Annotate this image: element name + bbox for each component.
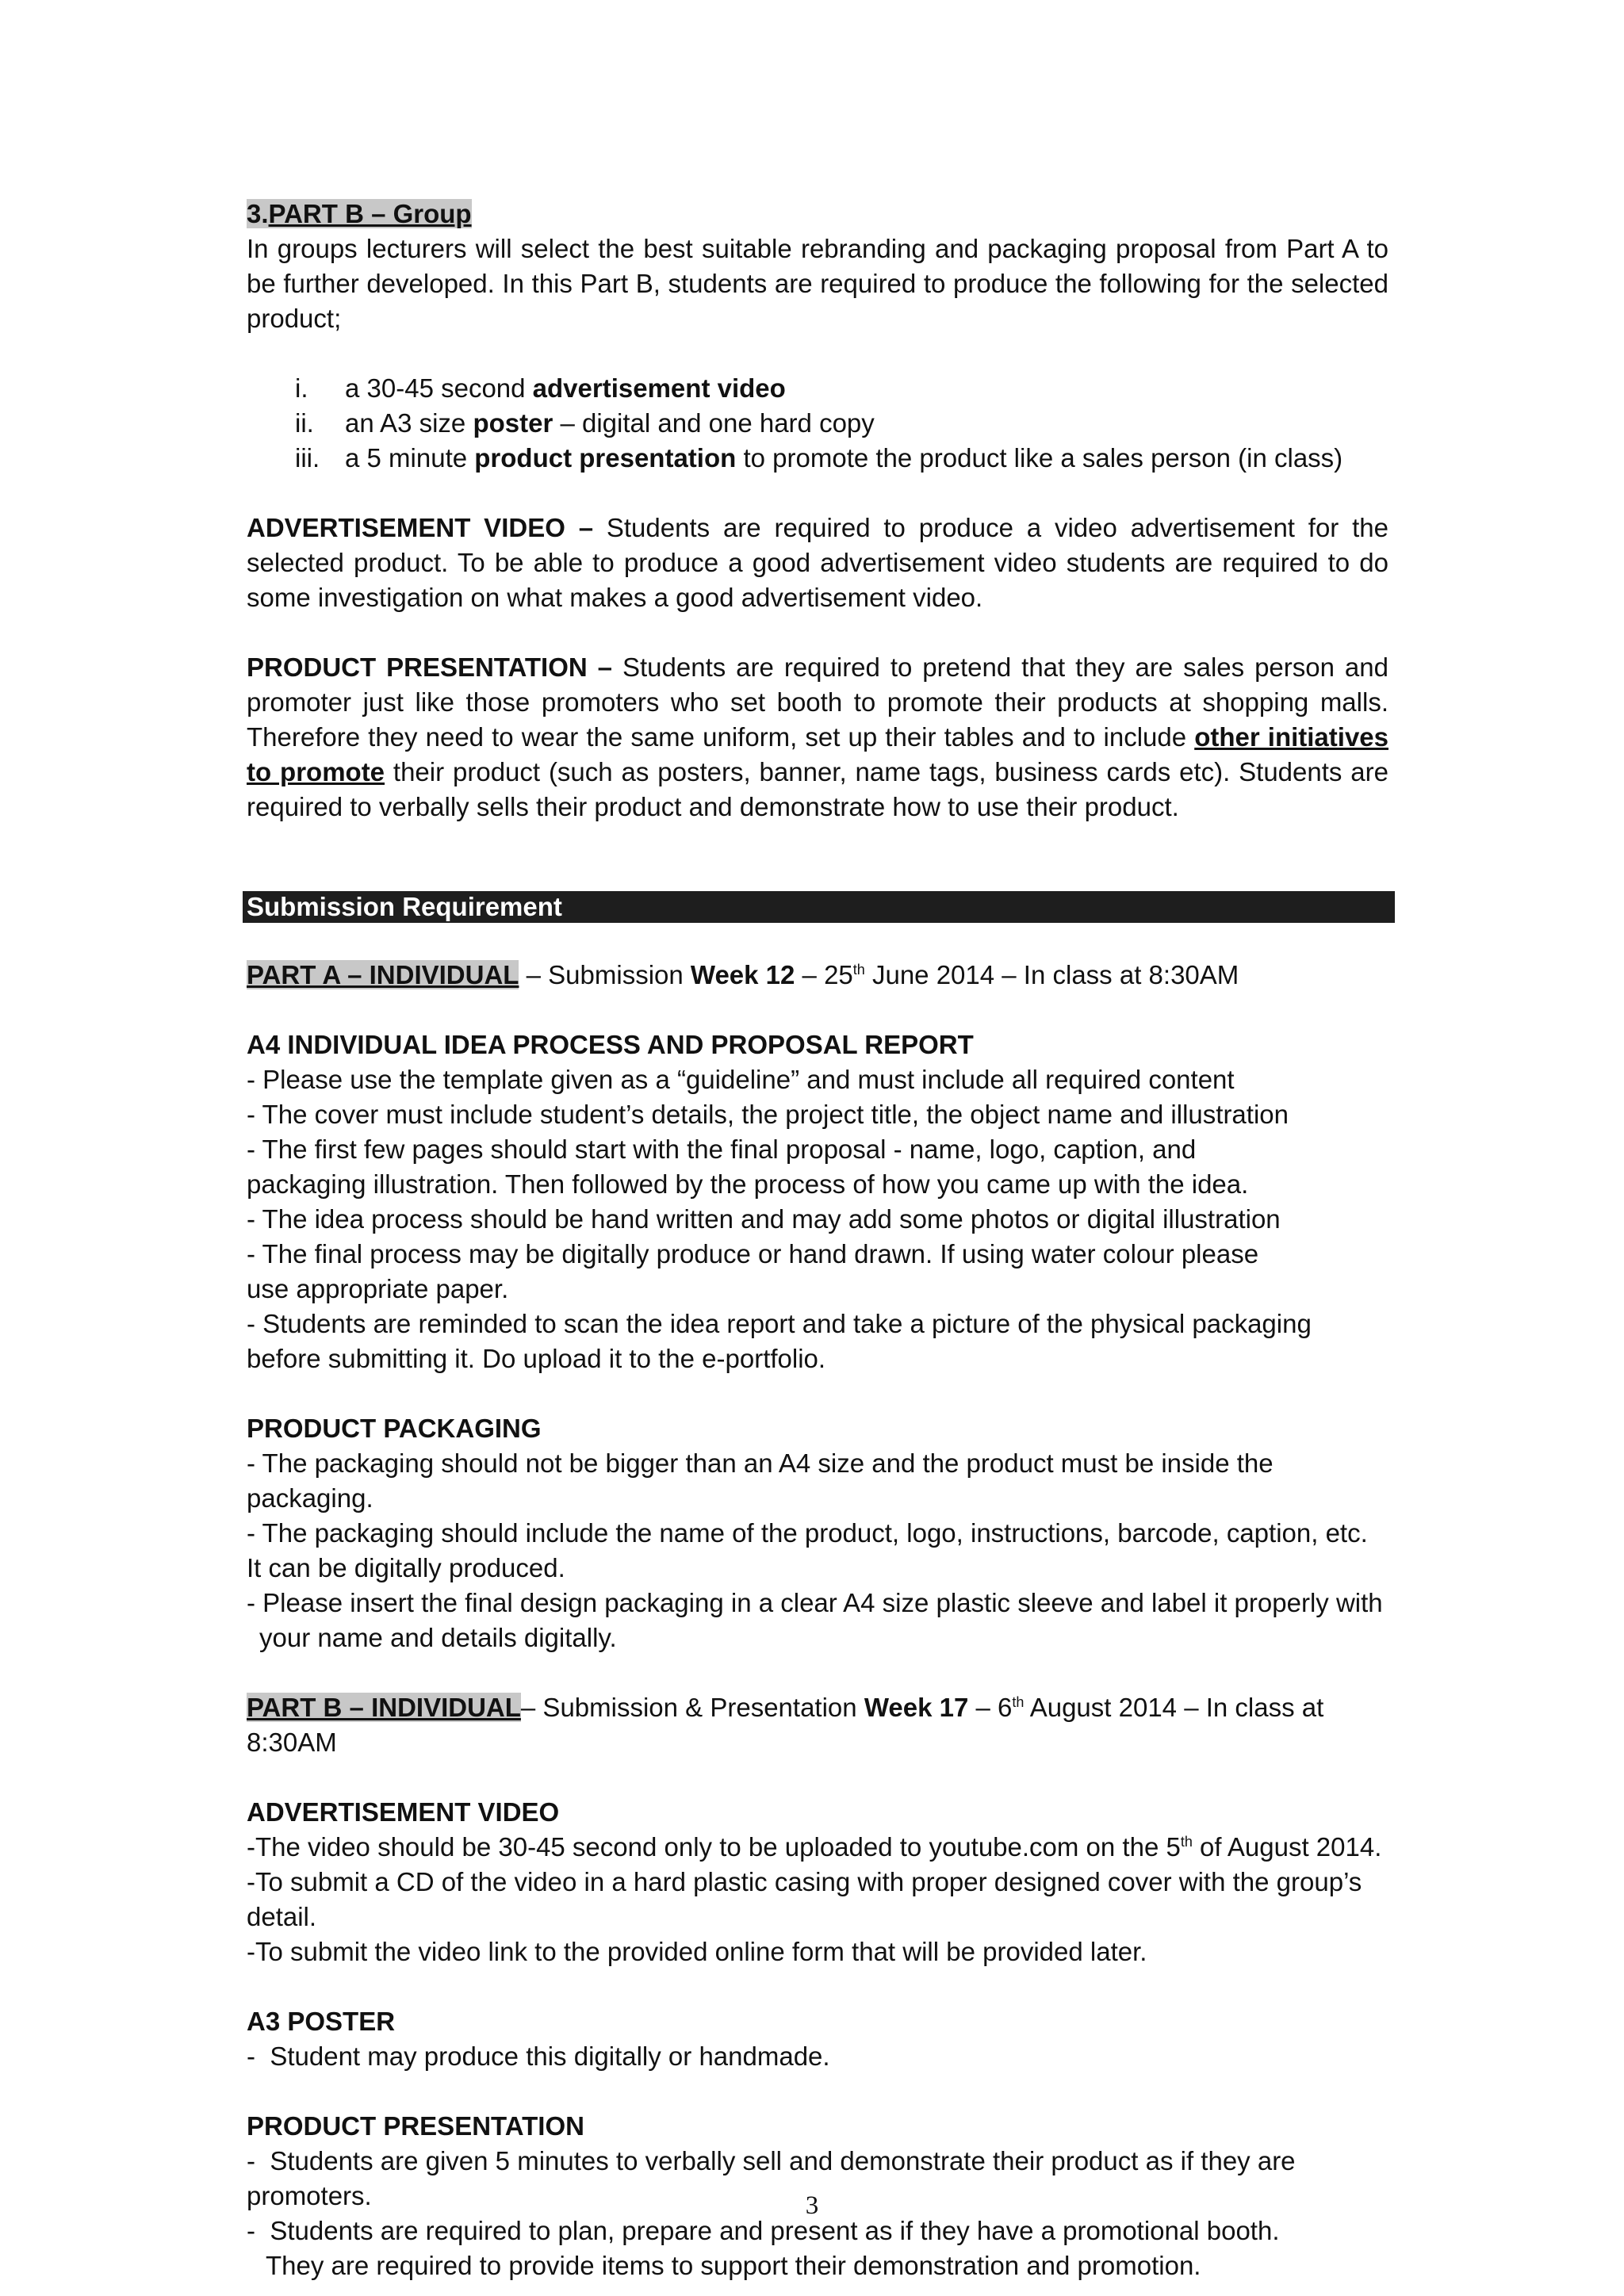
a4-line: - The cover must include student’s details, the project title, the object name and illustration: [247, 1100, 1289, 1129]
presentation-line: - Students are given 5 minutes to verbally sell and demonstrate their product as if they are promoters.: [247, 2146, 1303, 2210]
deliverables-list: [247, 371, 1388, 476]
a4-line: - The first few pages should start with the final proposal - name, logo, caption, and packaging illustration. Then followed by the process of how you came up with the idea.: [247, 1135, 1249, 1199]
submission-requirement-bar: Submission Requirement: [243, 891, 1395, 923]
a4-line: - Students are reminded to scan the idea report and take a picture of the physical packaging before submitting it. Do upload it to the e-portfolio.: [247, 1309, 1312, 1373]
part-b-label: PART B – INDIVIDUAL: [247, 1693, 521, 1722]
section-number: 3.: [247, 199, 269, 228]
advertisement-video-label: ADVERTISEMENT VIDEO –: [247, 513, 594, 542]
video-line: -To submit a CD of the video in a hard plastic casing with proper designed cover with the group’s detail.: [247, 1867, 1362, 1931]
section-heading-part-b-group: [247, 197, 1388, 232]
a4-line: - The idea process should be hand written and may add some photos or digital illustration: [247, 1204, 1281, 1234]
section-title: PART B – Group: [268, 199, 472, 228]
product-presentation-heading: PRODUCT PRESENTATION: [247, 2111, 584, 2141]
video-line: -The video should be 30-45 second only to be uploaded to youtube.com on the 5th of August 2014.: [247, 1832, 1382, 1862]
page-number: 3: [805, 2191, 819, 2220]
product-packaging-heading: PRODUCT PACKAGING: [247, 1414, 542, 1443]
part-a-submission-line: PART A – INDIVIDUAL – Submission Week 12 – 25th June 2014 – In class at 8:30AM: [247, 960, 1239, 989]
a3-poster-heading: A3 POSTER: [247, 2007, 396, 2036]
section-heading-highlight: [247, 199, 472, 228]
a4-report-heading: A4 INDIVIDUAL IDEA PROCESS AND PROPOSAL REPORT: [247, 1030, 974, 1059]
emphasis-text: other initiatives to promote: [247, 722, 1388, 786]
packaging-line: - The packaging should not be bigger than an A4 size and the product must be inside the packaging.: [247, 1448, 1274, 1513]
product-presentation-label: PRODUCT PRESENTATION –: [247, 652, 613, 682]
advertisement-video-heading: ADVERTISEMENT VIDEO: [247, 1797, 560, 1827]
presentation-line: - Students are required to plan, prepare and present as if they have a promotional booth. They are required to provide items to support their demonstration and promotion.: [247, 2216, 1287, 2280]
part-b-submission-line: PART B – INDIVIDUAL– Submission & Presentation Week 17 – 6th August 2014 – In class at 8:30AM: [247, 1693, 1324, 1757]
list-item: iii. a 5 minute product presentation to promote the product like a sales person (in class): [295, 443, 1343, 473]
a4-line: - The final process may be digitally produce or hand drawn. If using water colour please use appropriate paper.: [247, 1239, 1259, 1303]
advertisement-video-paragraph: ADVERTISEMENT VIDEO – Students are required to produce a video advertisement for the selected product. To be able to produce a good advertisement video students are required to do some investigation on what makes a good advertisement video.: [247, 513, 1388, 612]
list-item: i. a 30-45 second advertisement video: [295, 373, 786, 403]
part-b-intro: In groups lecturers will select the best suitable rebranding and packaging proposal from Part A to be further developed. In this Part B, students are required to produce the following for the selected product;: [247, 234, 1388, 333]
part-a-label: PART A – INDIVIDUAL: [247, 960, 519, 989]
product-presentation-paragraph: PRODUCT PRESENTATION – Students are required to pretend that they are sales person and promoter just like those promoters who set booth to promote their products at shopping malls. Therefore they need to wear the same uniform, set up their tables and to include other initiatives to promote their product (such as posters, banner, name tags, business cards etc). Students are required to verbally sells their product and demonstrate how to use their product.: [247, 652, 1388, 821]
list-item: ii. an A3 size poster – digital and one hard copy: [295, 408, 875, 438]
page-content: [247, 197, 1388, 2283]
packaging-line: - The packaging should include the name of the product, logo, instructions, barcode, caption, etc. It can be digitally produced.: [247, 1518, 1368, 1582]
video-line: -To submit the video link to the provided online form that will be provided later.: [247, 1937, 1147, 1966]
a4-line: - Please use the template given as a “guideline” and must include all required content: [247, 1065, 1235, 1094]
poster-line: - Student may produce this digitally or handmade.: [247, 2042, 830, 2071]
packaging-line: - Please insert the final design packaging in a clear A4 size plastic sleeve and label it properly with your name and details digitally.: [247, 1588, 1383, 1652]
